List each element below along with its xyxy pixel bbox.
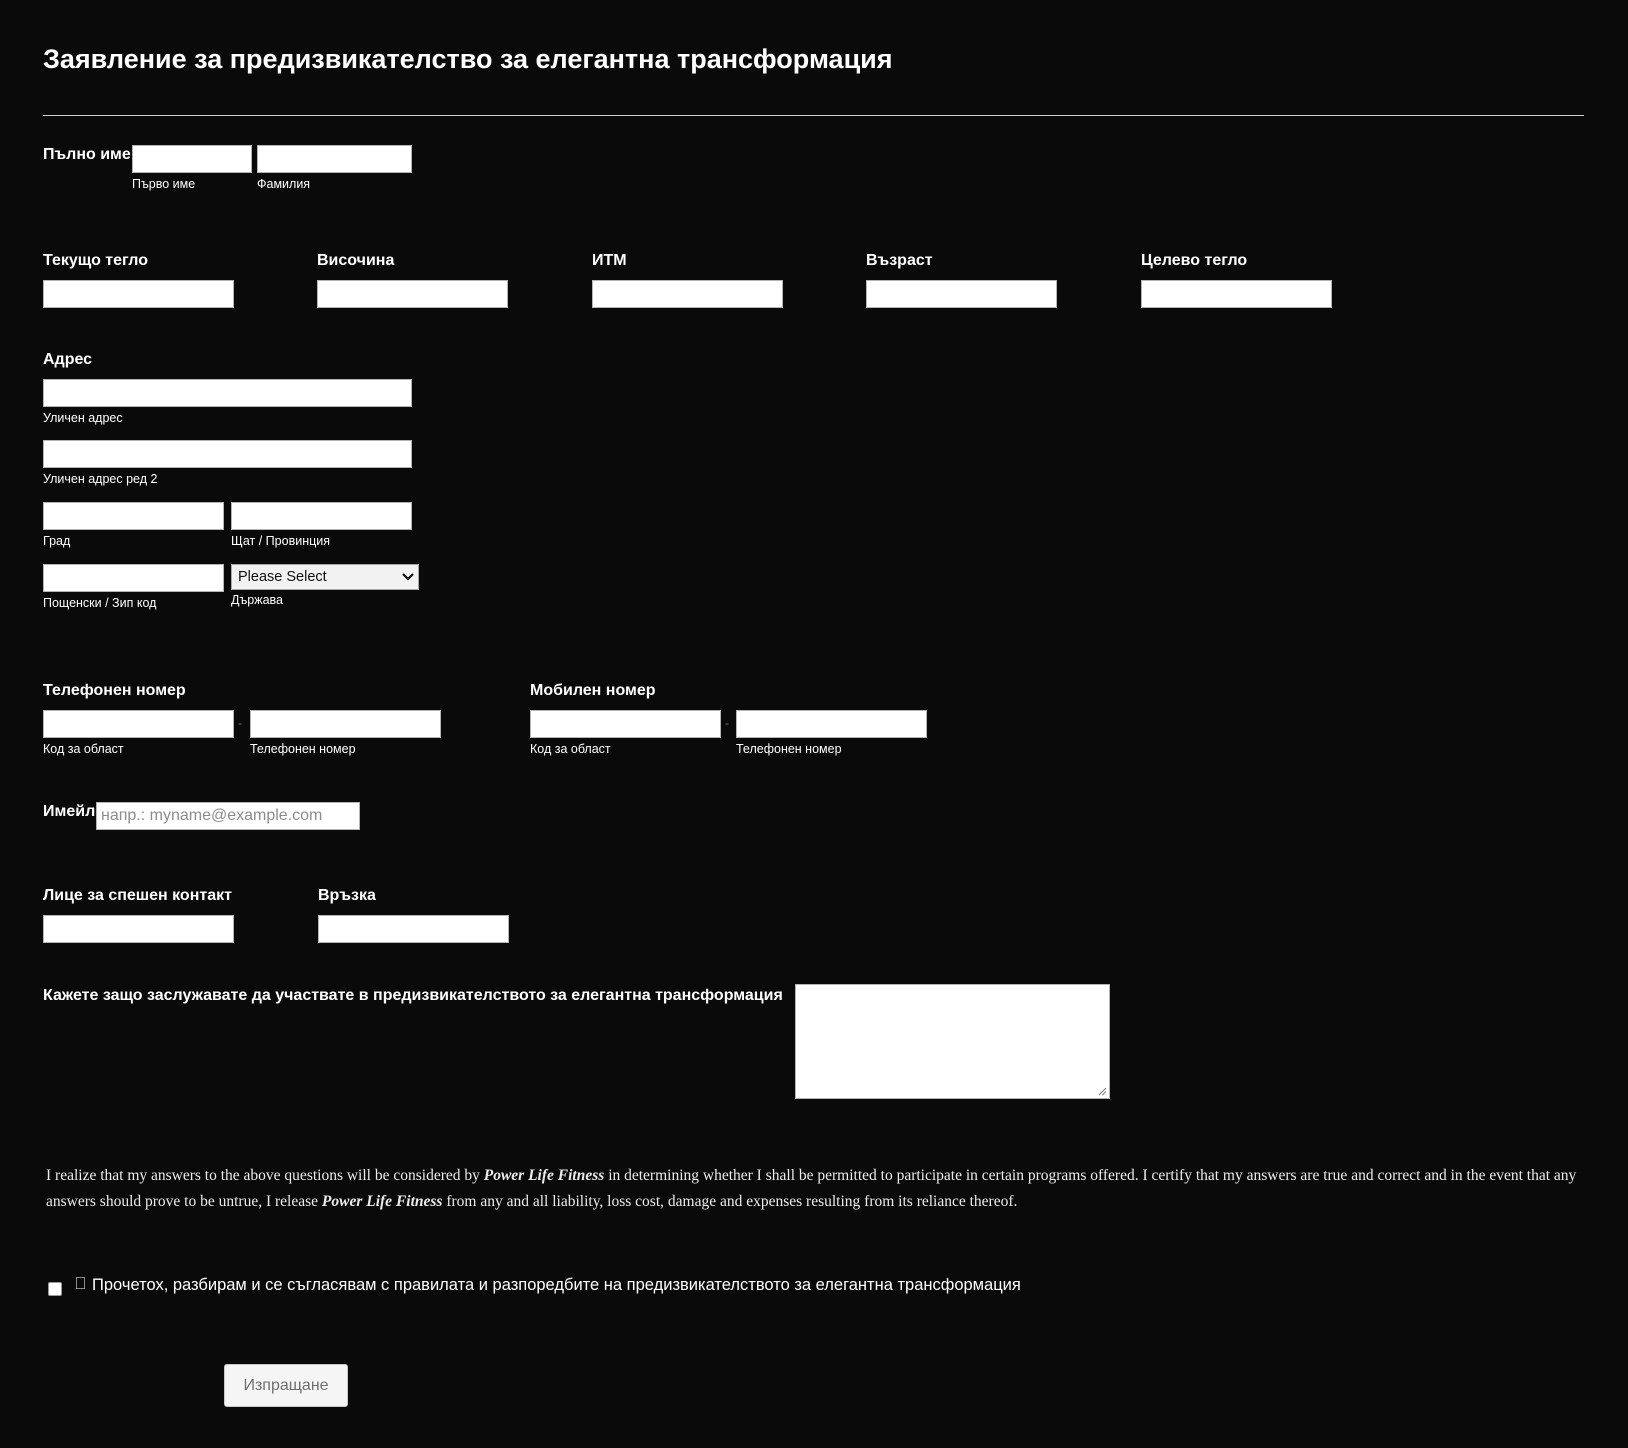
phone-label: Телефонен номер [43, 682, 186, 699]
first-name-sublabel: Първо име [132, 177, 196, 191]
legal-text-3: from any and all liability, loss cost, damage and expenses resulting from its reliance thereof. [442, 1193, 1018, 1210]
legal-brand-1: Power Life Fitness [483, 1167, 605, 1184]
state-input[interactable] [231, 502, 412, 530]
legal-brand-2: Power Life Fitness [321, 1193, 443, 1210]
deserve-label: Кажете защо заслужавате да участвате в предизвикателството за елегантна трансформация [43, 987, 783, 1004]
height-input[interactable] [317, 280, 508, 308]
city-sublabel: Град [43, 534, 71, 548]
current-weight-input[interactable] [43, 280, 234, 308]
legal-text-2: in determining whether I shall be permitted to participate in certain programs offered. I certify that my answers are true and correct and in the event that any answers should prove to be untrue, I release [46, 1167, 1577, 1210]
emergency-contact-input[interactable] [43, 915, 234, 943]
submit-button[interactable]: Изпращане [224, 1364, 348, 1407]
street-address-2-input[interactable] [43, 440, 412, 468]
phone-number-sublabel: Телефонен номер [250, 742, 356, 756]
state-sublabel: Щат / Провинция [231, 534, 331, 548]
full-name-label: Пълно име [43, 146, 131, 163]
age-label: Възраст [866, 252, 933, 269]
agree-option[interactable] [76, 1276, 1021, 1295]
phone-number-input[interactable] [250, 710, 441, 738]
title-divider [43, 115, 1584, 116]
street-address-input[interactable] [43, 379, 412, 407]
mobile-area-input[interactable] [530, 710, 721, 738]
chevron-down-icon [402, 573, 414, 581]
mobile-number-sublabel: Телефонен номер [736, 742, 842, 756]
bmi-label: ИТМ [592, 252, 627, 269]
box-glyph-icon [76, 1277, 85, 1289]
phone-area-sublabel: Код за област [43, 742, 124, 756]
relation-label: Връзка [318, 887, 376, 904]
resize-grip-icon[interactable] [1097, 1086, 1107, 1096]
page-title: Заявление за предизвикателство за елегантна трансформация [43, 44, 893, 74]
country-sublabel: Държава [231, 593, 283, 607]
target-weight-input[interactable] [1141, 280, 1332, 308]
last-name-sublabel: Фамилия [257, 177, 311, 191]
relation-input[interactable] [318, 915, 509, 943]
email-label: Имейл [43, 803, 96, 820]
agree-checkbox[interactable] [48, 1282, 62, 1296]
legal-text-1: I realize that my answers to the above questions will be considered by [46, 1167, 484, 1184]
mobile-dash: - [725, 716, 729, 730]
last-name-input[interactable] [257, 145, 412, 173]
country-select-value: Please Select [238, 569, 327, 585]
current-weight-label: Текущо тегло [43, 252, 149, 269]
zip-sublabel: Пощенски / Зип код [43, 596, 157, 610]
phone-dash: - [238, 716, 242, 730]
agree-label: Прочетох, разбирам и се съгласявам с правилата и разпоредбите на предизвикателството за елегантна трансформация [92, 1276, 1021, 1294]
address-label: Адрес [43, 351, 93, 368]
mobile-area-sublabel: Код за област [530, 742, 611, 756]
zip-input[interactable] [43, 564, 224, 592]
country-select[interactable] [231, 564, 419, 590]
mobile-number-input[interactable] [736, 710, 927, 738]
first-name-input[interactable] [132, 145, 252, 173]
bmi-input[interactable] [592, 280, 783, 308]
height-label: Височина [317, 252, 395, 269]
street-address-sublabel: Уличен адрес [43, 411, 123, 425]
age-input[interactable] [866, 280, 1057, 308]
mobile-label: Мобилен номер [530, 682, 656, 699]
emergency-contact-label: Лице за спешен контакт [43, 887, 232, 904]
target-weight-label: Целево тегло [1141, 252, 1248, 269]
deserve-textarea[interactable] [795, 984, 1110, 1099]
phone-area-input[interactable] [43, 710, 234, 738]
street-address-2-sublabel: Уличен адрес ред 2 [43, 472, 158, 486]
legal-paragraph [46, 1163, 1586, 1215]
email-input[interactable] [96, 802, 360, 830]
city-input[interactable] [43, 502, 224, 530]
